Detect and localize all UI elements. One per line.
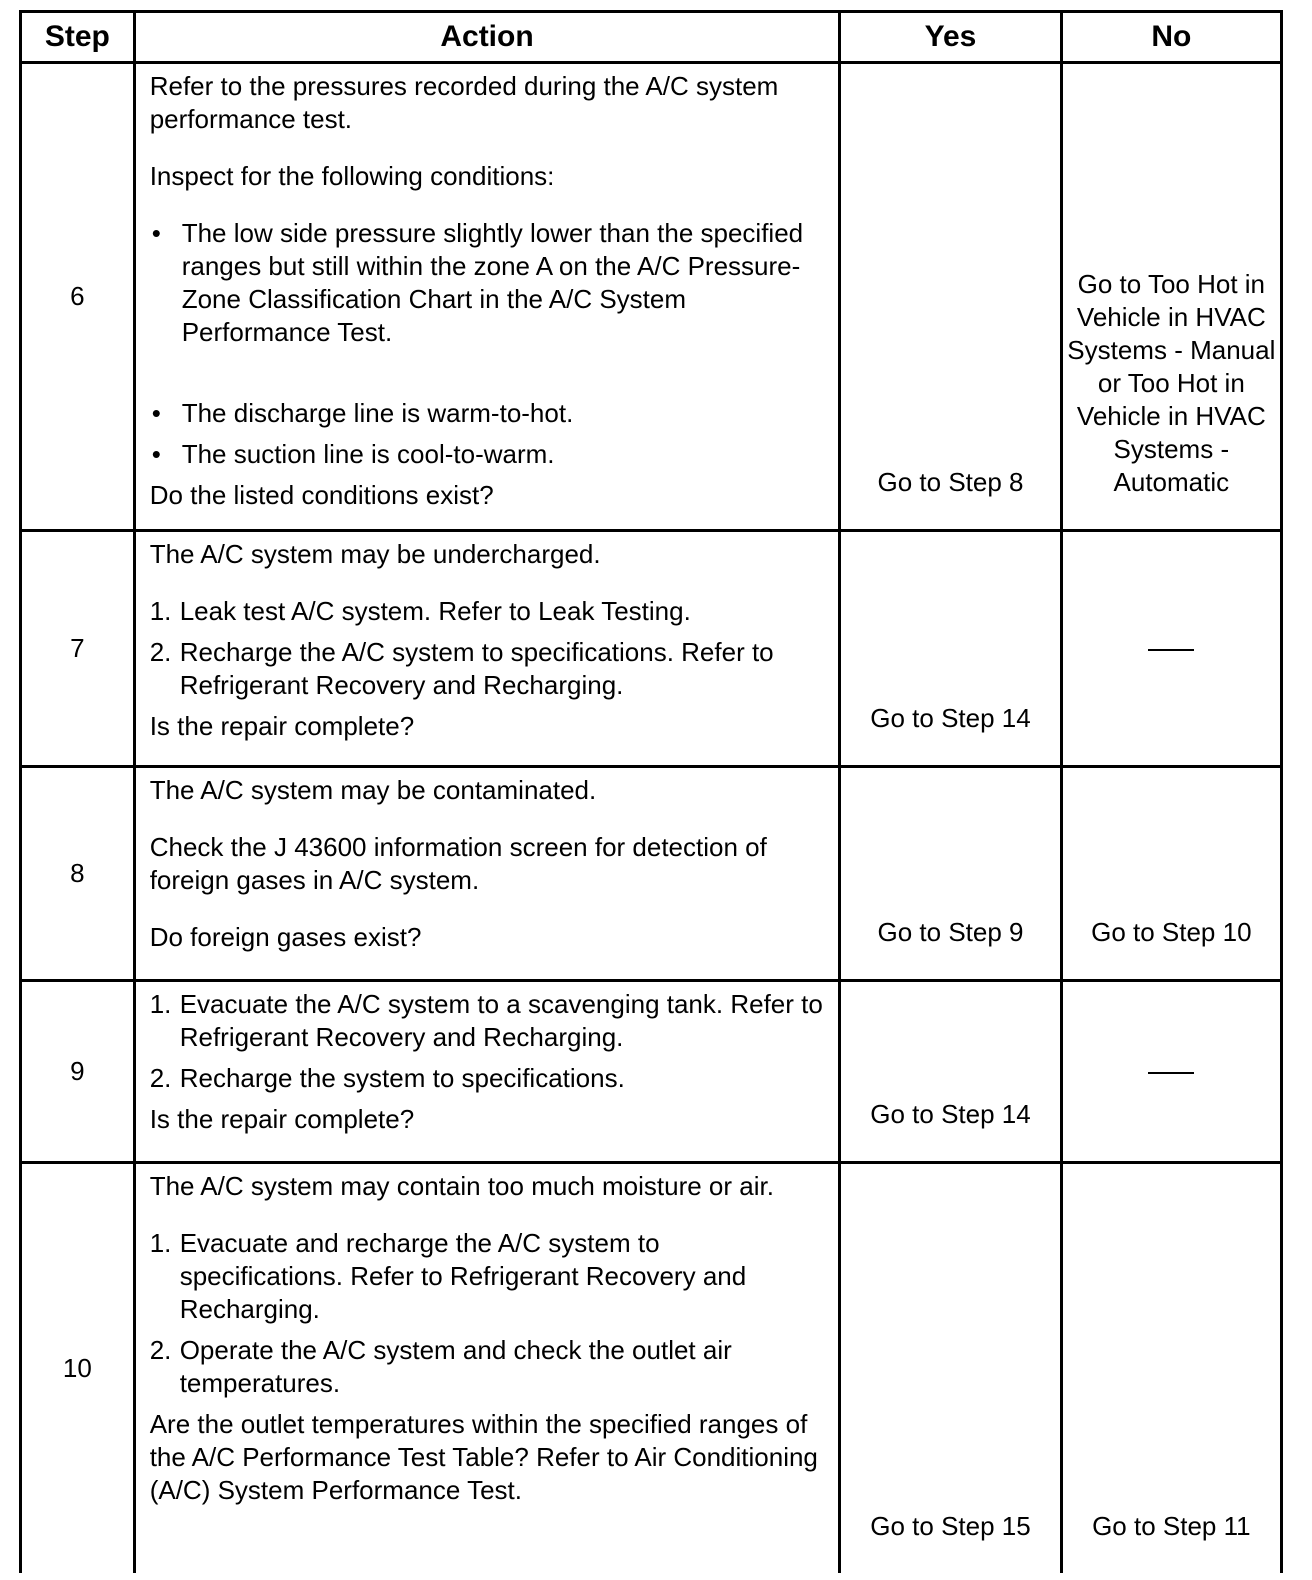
numbered-item [150, 1334, 825, 1400]
item-text: Leak test A/C system. Refer to Leak Testing. [179, 596, 691, 626]
numbered-item [150, 1062, 825, 1095]
no-result: Go to Too Hot in Vehicle in HVAC Systems - Manual or Too Hot in Vehicle in HVAC Systems - Automatic [1061, 63, 1281, 531]
step-number: 10 [21, 1163, 135, 1573]
action-text: The A/C system may be contaminated. [149, 775, 597, 805]
yes-result: Go to Step 9 [840, 767, 1061, 981]
no-result: Go to Step 10 [1061, 767, 1281, 981]
numbered-item [150, 988, 825, 1054]
action-cell [134, 531, 840, 767]
table-row-step-10 [21, 1163, 1282, 1573]
item-number: 2. [149, 1063, 172, 1093]
item-number: 2. [149, 1335, 172, 1365]
item-text: Evacuate and recharge the A/C system to specifications. Refer to Refrigerant Recovery and Recharging. [179, 1228, 747, 1324]
question-text: Do the listed conditions exist? [149, 480, 494, 510]
no-header: No [1061, 12, 1281, 63]
step-number: 9 [21, 981, 135, 1163]
question-text: Is the repair complete? [149, 711, 415, 741]
item-number: 1. [149, 989, 172, 1019]
step-header: Step [21, 12, 135, 63]
numbered-item [150, 595, 825, 628]
table-row-step-6 [21, 63, 1282, 531]
yes-header: Yes [840, 12, 1061, 63]
action-text: Inspect for the following conditions: [149, 161, 555, 191]
no-result [1061, 531, 1281, 767]
item-number: 2. [149, 637, 172, 667]
bullet-text: The low side pressure slightly lower than the specified ranges but still within the zone A on the A/C Pressure-Zone Classification Chart in the A/C System Performance Test. [181, 218, 804, 347]
bullet-text: The suction line is cool-to-warm. [181, 439, 555, 469]
no-result [1061, 981, 1281, 1163]
yes-result: Go to Step 15 [840, 1163, 1061, 1573]
question-text: Do foreign gases exist? [149, 922, 422, 952]
bullet-icon: • [151, 398, 161, 428]
action-cell [134, 767, 840, 981]
action-cell [134, 981, 840, 1163]
numbered-item [150, 636, 825, 702]
action-header: Action [134, 12, 840, 63]
item-text: Recharge the system to specifications. [179, 1063, 625, 1093]
bullet-icon: • [151, 439, 161, 469]
action-cell [134, 63, 840, 531]
table-row-step-9 [21, 981, 1282, 1163]
step-number: 7 [21, 531, 135, 767]
dash-mark [1148, 1072, 1194, 1074]
action-text: The A/C system may be undercharged. [149, 539, 601, 569]
step-number: 6 [21, 63, 135, 531]
no-result: Go to Step 11 [1061, 1163, 1281, 1573]
dash-mark [1148, 649, 1194, 651]
diagnostic-table-wrapper [19, 10, 1283, 1580]
bullet-text: The discharge line is warm-to-hot. [181, 398, 574, 428]
bullet-item [150, 438, 825, 471]
item-number: 1. [149, 1228, 172, 1258]
step-number: 8 [21, 767, 135, 981]
question-text: Is the repair complete? [149, 1104, 415, 1134]
action-cell [134, 1163, 840, 1573]
action-text: The A/C system may contain too much moisture or air. [149, 1171, 774, 1201]
table-row-step-7 [21, 531, 1282, 767]
header-row [21, 12, 1282, 63]
question-text: Are the outlet temperatures within the specified ranges of the A/C Performance Test Table? Refer to Air Conditioning (A/C) System Performance Test. [149, 1409, 818, 1505]
bullet-item [150, 217, 825, 349]
table-row-step-8 [21, 767, 1282, 981]
yes-result: Go to Step 14 [840, 531, 1061, 767]
yes-result: Go to Step 8 [840, 63, 1061, 531]
bullet-item [150, 397, 825, 430]
bullet-icon: • [151, 218, 161, 248]
action-text: Refer to the pressures recorded during the A/C system performance test. [149, 71, 779, 134]
diagnostic-table [19, 10, 1283, 1573]
action-text: Check the J 43600 information screen for detection of foreign gases in A/C system. [149, 832, 767, 895]
yes-result: Go to Step 14 [840, 981, 1061, 1163]
item-text: Recharge the A/C system to specifications. Refer to Refrigerant Recovery and Recharging. [179, 637, 774, 700]
item-text: Operate the A/C system and check the outlet air temperatures. [179, 1335, 732, 1398]
numbered-item [150, 1227, 825, 1326]
item-text: Evacuate the A/C system to a scavenging tank. Refer to Refrigerant Recovery and Recharging. [179, 989, 823, 1052]
item-number: 1. [149, 596, 172, 626]
